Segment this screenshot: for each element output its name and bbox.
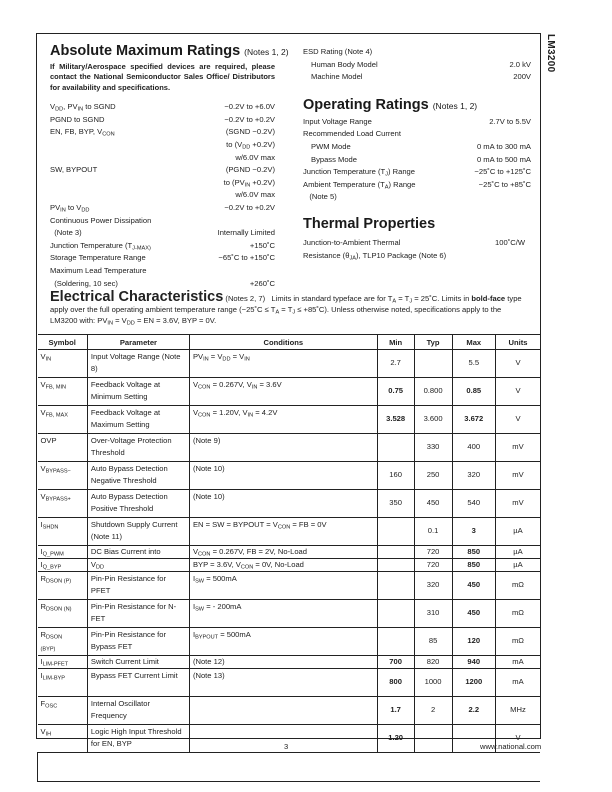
operating-title: [303, 97, 531, 113]
cell-parameter: Internal Oscillator Frequency: [87, 697, 189, 725]
rating-row: [50, 164, 275, 202]
cell-typ: 330: [414, 434, 452, 462]
cell-empty: [38, 753, 541, 782]
cell-parameter: Logic High Input Threshold for EN, BYP: [87, 725, 189, 753]
table-row: [38, 559, 541, 572]
rating-label: Machine Model: [311, 72, 363, 82]
rating-label: Maximum Lead Temperature (Soldering, 10 sec): [50, 265, 147, 288]
cell-units: mΩ: [495, 572, 540, 600]
cell-conditions: $PV_{IN} = V_{DD} = V_{IN}$: [189, 350, 377, 378]
cell-conditions: $I_{BYPOUT} = 500mA$: [189, 628, 377, 656]
cell-typ: 2: [414, 697, 452, 725]
cell-parameter: Auto Bypass Detection Positive Threshold: [87, 490, 189, 518]
cell-units: mΩ: [495, 600, 540, 628]
rating-value: (PGND −0.2V) to $(PV_{IN} +0.2V)$ w/6.0V max: [223, 165, 275, 200]
table-row: [38, 546, 541, 559]
rating-row: [50, 240, 275, 253]
cell-typ: 3.600: [414, 406, 452, 434]
rating-value: +150˚C: [249, 240, 275, 250]
rating-label: EN, FB, BYP, $V_{CON}$: [50, 127, 115, 138]
cell-conditions: (Note 9): [189, 434, 377, 462]
cell-min: [377, 600, 414, 628]
cell-typ: 720: [414, 559, 452, 572]
cell-typ: 85: [414, 628, 452, 656]
cell-conditions: $I_{SW}$ = - 200mA: [189, 600, 377, 628]
cell-min: 1.20: [377, 725, 414, 753]
table-row: [38, 628, 541, 656]
rating-label: Human Body Model: [311, 59, 378, 69]
cell-parameter: Shutdown Supply Current (Note 11): [87, 518, 189, 546]
cell-typ: 310: [414, 600, 452, 628]
cell-conditions: $I_{SW} = 500mA$: [189, 572, 377, 600]
cell-min: 160: [377, 462, 414, 490]
electrical-characteristics-table: [37, 334, 540, 782]
cell-units: V: [495, 378, 540, 406]
cell-typ: [414, 725, 452, 753]
rating-value: 2.0 kV: [509, 59, 531, 69]
table-row: [38, 378, 541, 406]
column-header-conditions: Conditions: [189, 335, 377, 350]
operating-list: [303, 116, 531, 204]
section-notes: (Notes 1, 2): [432, 100, 478, 111]
electrical-conditions-text: (Notes 2, 7) Limits in standard typeface are for $T_A = T_J$ = 25˚C. Limits in bold-face type apply over the full operating ambient temperature range (−25˚C ≤ $T_A = T_J$ ≤ +85˚C). Unless otherwise noted, specifications apply to the LM3200 with: $PV_{IN} = V_{DD}$ = EN = 3.6V, BYP = 0V.: [50, 294, 522, 327]
cell-min: 0.75: [377, 378, 414, 406]
cell-min: 2.7: [377, 350, 414, 378]
rating-row: [50, 265, 275, 290]
column-header-symbol: Symbol: [38, 335, 88, 350]
cell-parameter: Pin-Pin Resistance for PFET: [87, 572, 189, 600]
cell-max: 320: [452, 462, 495, 490]
rating-label: PWM Mode: [311, 141, 351, 151]
cell-max: 5.5: [452, 350, 495, 378]
cell-min: 3.528: [377, 406, 414, 434]
side-part-number: LM3200: [545, 34, 556, 73]
rating-row: [303, 179, 531, 204]
cell-typ: 0.800: [414, 378, 452, 406]
rating-value: 200V: [513, 72, 531, 82]
cell-units: mA: [495, 669, 540, 697]
rating-value: −0.2V to +0.2V: [224, 114, 275, 124]
cell-parameter: Over-Voltage Protection Threshold: [87, 434, 189, 462]
cell-symbol: $I_{Q\_BYP}$: [38, 559, 88, 572]
section-notes: (Notes 1, 2): [244, 47, 289, 57]
cell-min: 1.7: [377, 697, 414, 725]
esd-list: [303, 59, 531, 84]
rating-label: Storage Temperature Range: [50, 253, 146, 263]
cell-units: V: [495, 406, 540, 434]
rating-row: [303, 237, 531, 262]
rating-row: [303, 154, 531, 167]
cell-max: 940: [452, 656, 495, 669]
cell-max: 850: [452, 559, 495, 572]
rating-value: −0.2V to +6.0V: [224, 102, 275, 112]
cell-conditions: (Note 10): [189, 462, 377, 490]
footer-url[interactable]: www.national.com: [480, 742, 542, 751]
table-row: [38, 669, 541, 697]
cell-typ: 450: [414, 490, 452, 518]
cell-min: [377, 434, 414, 462]
column-header-max: Max: [452, 335, 495, 350]
cell-max: 400: [452, 434, 495, 462]
absolute-max-title: [50, 43, 289, 59]
rating-label: Ambient Temperature $(T_A)$ Range (Note 5): [303, 179, 416, 202]
cell-units: mV: [495, 462, 540, 490]
rating-value: 0 mA to 500 mA: [476, 154, 531, 164]
electrical-characteristics-section: [50, 289, 530, 327]
table-row: [38, 490, 541, 518]
table-row: [38, 725, 541, 753]
column-header-min: Min: [377, 335, 414, 350]
rating-row: [50, 101, 275, 114]
rating-value: +260˚C: [249, 278, 275, 288]
rating-row: [50, 126, 275, 164]
cell-parameter: Pin-Pin Resistance for Bypass FET: [87, 628, 189, 656]
cell-symbol: $F_{OSC}$: [38, 697, 88, 725]
cell-units: V: [495, 725, 540, 753]
cell-symbol: $V_{IH}$: [38, 725, 88, 753]
rating-label: PGND to SGND: [50, 114, 105, 124]
column-header-parameter: Parameter: [87, 335, 189, 350]
column-header-units: Units: [495, 335, 540, 350]
rating-label: Junction Temperature $(T_J)$ Range: [303, 167, 415, 178]
cell-min: [377, 559, 414, 572]
rating-label: Junction Temperature ($T_{J-MAX)}$: [50, 240, 151, 252]
cell-symbol: $I_{LIM-PFET}$: [38, 656, 88, 669]
thermal-title: Thermal Properties: [303, 215, 436, 232]
cell-conditions: $V_{CON} = 1.20V$, $V_{IN} = 4.2V$: [189, 406, 377, 434]
table-row: [38, 350, 541, 378]
cell-symbol: $R_{DSON (N)}$: [38, 600, 88, 628]
cell-typ: 1000: [414, 669, 452, 697]
cell-conditions: (Note 12): [189, 656, 377, 669]
operating-ratings-section: [303, 97, 531, 204]
table-row: [38, 462, 541, 490]
page-number: 3: [284, 742, 289, 751]
section-title-text: Absolute Maximum Ratings: [50, 43, 241, 59]
rating-row: [303, 166, 531, 179]
right-column: [303, 46, 531, 262]
rating-value: 2.7V to 5.5V: [489, 116, 531, 126]
cell-parameter: Switch Current Limit: [87, 656, 189, 669]
cell-symbol: $V_{FB, MIN}$: [38, 378, 88, 406]
cell-max: 450: [452, 600, 495, 628]
cell-parameter: Feedback Voltage at Minimum Setting: [87, 378, 189, 406]
electrical-title: Electrical Characteristics: [50, 289, 224, 305]
rating-value: −0.2V to +0.2V: [224, 202, 275, 212]
cell-units: mV: [495, 490, 540, 518]
cell-min: [377, 546, 414, 559]
rating-row: [303, 71, 531, 84]
cell-conditions: (Note 10): [189, 490, 377, 518]
cell-min: 700: [377, 656, 414, 669]
column-header-typ: Typ: [414, 335, 452, 350]
cell-typ: [414, 350, 452, 378]
rating-label: Bypass Mode: [311, 154, 358, 164]
cell-units: mΩ: [495, 628, 540, 656]
cell-parameter: Bypass FET Current Limit: [87, 669, 189, 697]
cell-symbol: $I_{Q\_PWM}$: [38, 546, 88, 559]
cell-symbol: $I_{SHDN}$: [38, 518, 88, 546]
rating-value: 100˚C/W: [495, 237, 525, 247]
rating-row: [303, 116, 531, 129]
cell-min: 800: [377, 669, 414, 697]
cell-symbol: $R_{DSON}$ $_{(BYP)}$: [38, 628, 88, 656]
rating-label: Input Voltage Range: [303, 116, 372, 126]
cell-max: 850: [452, 546, 495, 559]
rating-label: Recommended Load Current: [303, 129, 401, 139]
cell-max: 450: [452, 572, 495, 600]
cell-symbol: $V_{FB, MAX}$: [38, 406, 88, 434]
rating-value: −25˚C to +85˚C: [478, 179, 531, 189]
cell-symbol: OVP: [38, 434, 88, 462]
cell-conditions: (Note 13): [189, 669, 377, 697]
table-row: [38, 434, 541, 462]
cell-parameter: Input Voltage Range (Note 8): [87, 350, 189, 378]
cell-conditions: $V_{CON} = 0.267V$, $V_{IN} = 3.6V$: [189, 378, 377, 406]
cell-max: 0.85: [452, 378, 495, 406]
cell-typ: 820: [414, 656, 452, 669]
cell-min: [377, 572, 414, 600]
rating-row: [50, 202, 275, 215]
rating-label: $PV_{IN}$ to $V_{DD}$: [50, 202, 90, 214]
table-row: [38, 518, 541, 546]
rating-value: −65˚C to +150˚C: [218, 253, 275, 263]
cell-units: µA: [495, 518, 540, 546]
absolute-max-ratings-section: [50, 43, 289, 290]
rating-row: [303, 59, 531, 72]
table-row: [38, 600, 541, 628]
rating-value: (SGND −0.2V) to $(V_{DD} +0.2V)$ w/6.0V max: [225, 127, 275, 162]
rating-row: [50, 114, 275, 127]
cell-units: mA: [495, 656, 540, 669]
cell-units: µA: [495, 559, 540, 572]
cell-typ: 0.1: [414, 518, 452, 546]
esd-title: ESD Rating (Note 4): [303, 47, 373, 56]
rating-label: $V_{DD}$, $PV_{IN}$ to SGND: [50, 102, 116, 113]
electrical-description: [50, 289, 530, 327]
rating-label: SW, BYPOUT: [50, 165, 98, 175]
cell-conditions: [189, 697, 377, 725]
cell-symbol: $V_{IN}$: [38, 350, 88, 378]
table-row: [38, 406, 541, 434]
cell-typ: 320: [414, 572, 452, 600]
table-body: [38, 350, 541, 782]
table-row: [38, 697, 541, 725]
cell-max: 1200: [452, 669, 495, 697]
cell-typ: 720: [414, 546, 452, 559]
rating-row: [303, 128, 531, 141]
rating-label: Continuous Power Dissipation (Note 3): [50, 215, 152, 238]
rating-row: [303, 141, 531, 154]
cell-min: 350: [377, 490, 414, 518]
cell-max: 2.2: [452, 697, 495, 725]
cell-units: µA: [495, 546, 540, 559]
cell-symbol: $R_{DSON (P)}$: [38, 572, 88, 600]
rating-value: 0 mA to 300 mA: [476, 141, 531, 151]
cell-max: 3: [452, 518, 495, 546]
cell-units: V: [495, 350, 540, 378]
cell-symbol: $I_{LIM-BYP}$: [38, 669, 88, 697]
absolute-max-list: [50, 101, 275, 290]
cell-units: MHz: [495, 697, 540, 725]
cell-units: mV: [495, 434, 540, 462]
cell-max: 3.672: [452, 406, 495, 434]
table-row: [38, 656, 541, 669]
cell-min: [377, 628, 414, 656]
table-row-empty: [38, 753, 541, 782]
cell-typ: 250: [414, 462, 452, 490]
cell-parameter: Auto Bypass Detection Negative Threshold: [87, 462, 189, 490]
thermal-section: [303, 216, 531, 262]
cell-parameter: Pin-Pin Resistance for N-FET: [87, 600, 189, 628]
cell-max: 540: [452, 490, 495, 518]
cell-min: [377, 518, 414, 546]
rating-value: −25˚C to +125˚C: [474, 167, 531, 177]
rating-row: [50, 252, 275, 265]
cell-parameter: Feedback Voltage at Maximum Setting: [87, 406, 189, 434]
cell-conditions: BYP = 3.6V, $V_{CON} = 0V$, No-Load: [189, 559, 377, 572]
esd-title-row: [303, 46, 531, 59]
cell-conditions: EN = SW = BYPOUT = $V_{CON}$ = FB = 0V: [189, 518, 377, 546]
esd-section: [303, 46, 531, 84]
thermal-list: [303, 237, 531, 262]
rating-value: Internally Limited: [217, 228, 275, 238]
cell-parameter: $V_{DD}$: [87, 559, 189, 572]
section-title-text: Operating Ratings: [303, 96, 429, 113]
cell-symbol: $V_{BYPASS-}$: [38, 462, 88, 490]
cell-max: 120: [452, 628, 495, 656]
rating-row: [50, 215, 275, 240]
cell-symbol: $V_{BYPASS+}$: [38, 490, 88, 518]
military-warning: If Military/Aerospace specified devices are required, please contact the National Semiconductor Sales Office/ Distributors for availability and specifications.: [50, 62, 275, 92]
table-header-row: [38, 335, 541, 350]
cell-conditions: $V_{CON} = 0.267V$, FB = 2V, No-Load: [189, 546, 377, 559]
table-row: [38, 572, 541, 600]
cell-parameter: DC Bias Current into: [87, 546, 189, 559]
rating-label: Junction-to-Ambient Thermal Resistance $(\theta_{JA})$, TLP10 Package (Note 6): [303, 237, 447, 262]
